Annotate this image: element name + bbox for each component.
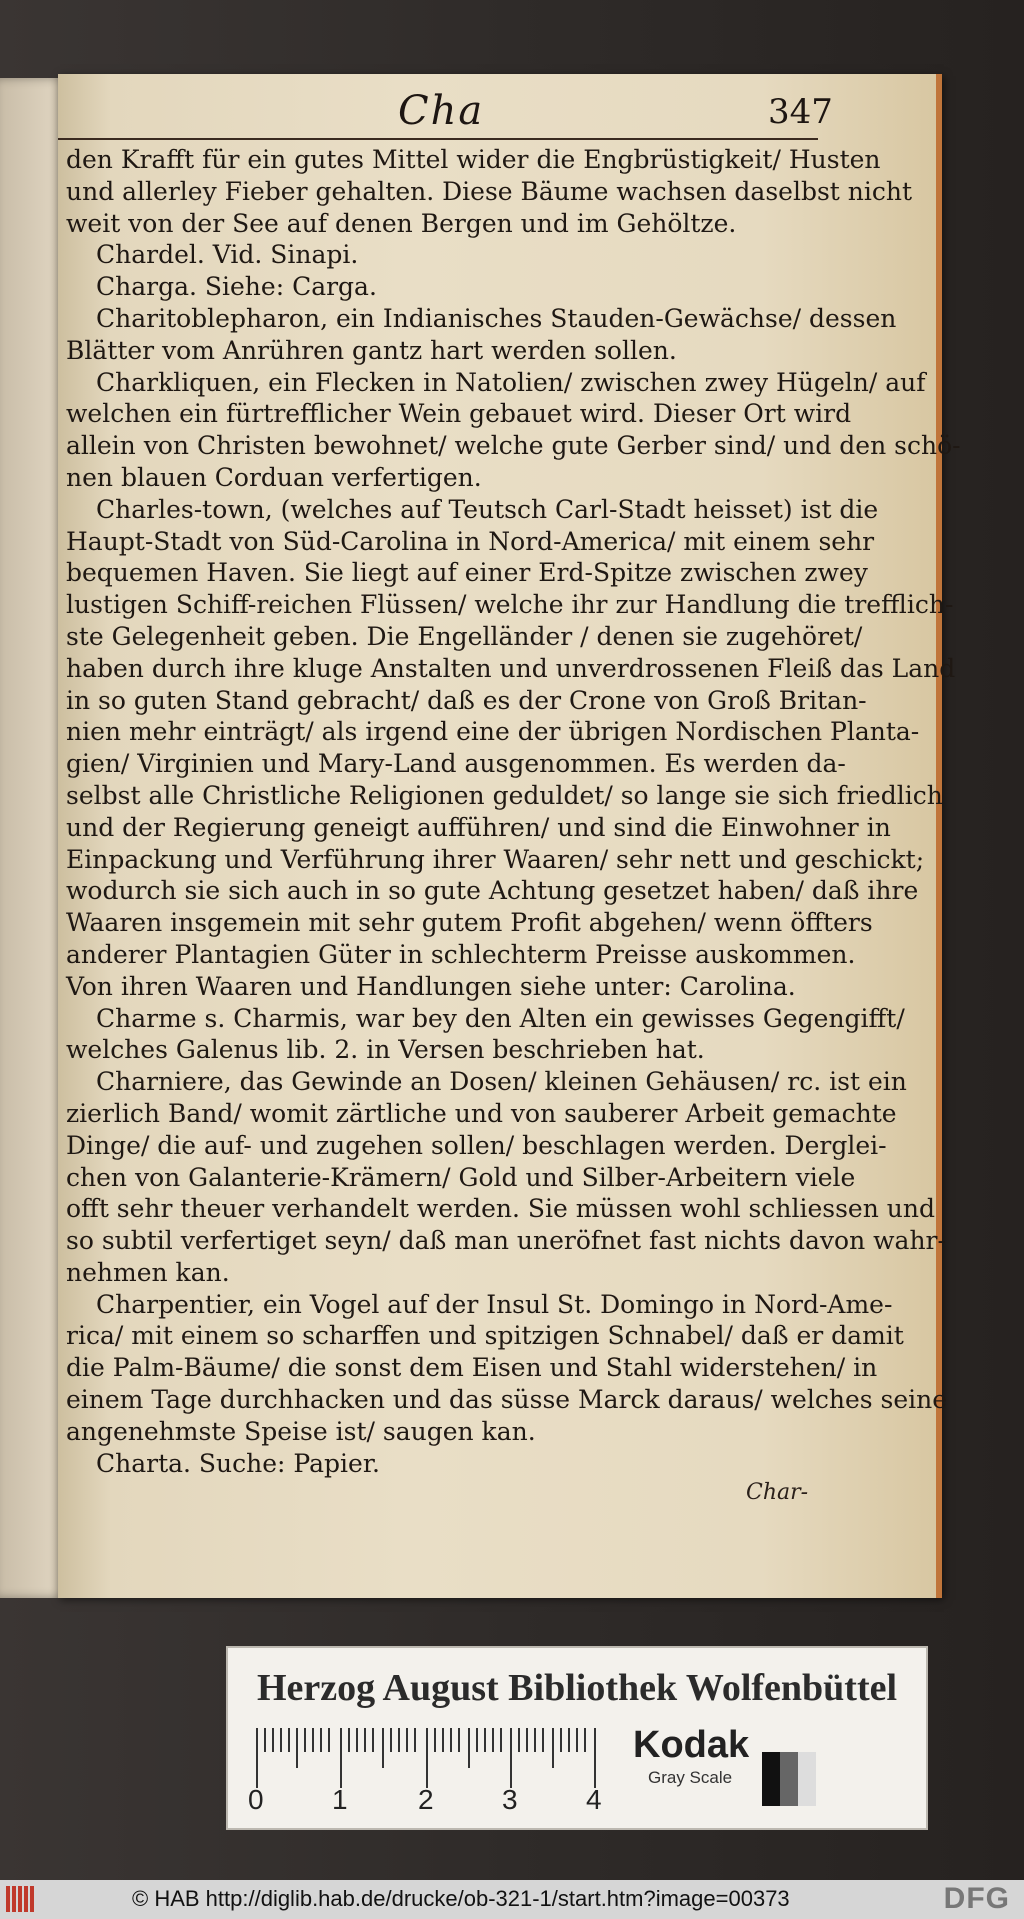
kodak-logo: Kodak bbox=[633, 1724, 750, 1766]
text-line: Waaren insgemein mit sehr gutem Profit abgehen/ wenn öffters bbox=[66, 908, 873, 938]
text-line: ste Gelegenheit geben. Die Engelländer / denen sie zugehöret/ bbox=[66, 621, 863, 651]
text-line: welchen ein fürtrefflicher Wein gebauet wird. Dieser Ort wird bbox=[66, 399, 852, 429]
text-line: nehmen kan. bbox=[66, 1257, 230, 1287]
text-line: Charniere, das Gewinde an Dosen/ kleinen Gehäusen/ rc. ist ein bbox=[96, 1067, 907, 1097]
text-line: Dinge/ die auf- und zugehen sollen/ beschlagen werden. Derglei- bbox=[66, 1130, 887, 1160]
text-line: den Krafft für ein gutes Mittel wider die Engbrüstigkeit/ Husten bbox=[66, 145, 881, 174]
text-line: Charme s. Charmis, war bey den Alten ein gewisses Gegengifft/ bbox=[96, 1003, 905, 1033]
text-line: Charles-town, (welches auf Teutsch Carl-Stadt heisset) ist die bbox=[96, 494, 879, 524]
dfg-logo: DFG bbox=[943, 1882, 1010, 1915]
body-text bbox=[66, 144, 961, 1479]
gray-patch-mid bbox=[780, 1752, 798, 1806]
footer-bar bbox=[0, 1880, 1024, 1919]
text-line: weit von der See auf denen Bergen und im Gehöltze. bbox=[66, 208, 737, 238]
measurement-scale bbox=[256, 1728, 606, 1788]
text-line: chen von Galanterie-Krämern/ Gold und Silber-Arbeitern viele bbox=[66, 1162, 856, 1192]
text-line: lustigen Schiff-reichen Flüssen/ welche ihr zur Handlung die trefflich- bbox=[66, 590, 954, 620]
running-head: Cha bbox=[398, 88, 485, 134]
text-line: allein von Christen bewohnet/ welche gute Gerber sind/ und den schö- bbox=[66, 431, 961, 461]
scale-label: 2 bbox=[418, 1784, 434, 1815]
text-line: nen blauen Corduan verfertigen. bbox=[66, 462, 482, 492]
gray-scale-label: Gray Scale bbox=[648, 1768, 733, 1787]
scale-label: 1 bbox=[332, 1784, 348, 1815]
text-line: Einpackung und Verführung ihrer Waaren/ sehr nett und geschickt; bbox=[66, 844, 925, 874]
catch-word: Char- bbox=[746, 1480, 809, 1505]
text-line: und der Regierung geneigt aufführen/ und sind die Einwohner in bbox=[66, 812, 891, 842]
text-line: Von ihren Waaren und Handlungen siehe unter: Carolina. bbox=[66, 971, 796, 1001]
text-line: so subtil verfertiget seyn/ daß man uneröfnet fast nichts davon wahr- bbox=[66, 1226, 946, 1256]
gray-patch-black bbox=[762, 1752, 780, 1806]
text-line: Haupt-Stadt von Süd-Carolina in Nord-America/ mit einem sehr bbox=[66, 526, 875, 556]
scale-labels bbox=[248, 1784, 616, 1818]
text-line: anderer Plantagien Güter in schlechterm Preisse auskommen. bbox=[66, 939, 856, 969]
text-line: nien mehr einträgt/ als irgend eine der übrigen Nordischen Planta- bbox=[66, 717, 920, 747]
text-line: die Palm-Bäume/ die sonst dem Eisen und Stahl widerstehen/ in bbox=[66, 1353, 878, 1383]
text-line: Charkliquen, ein Flecken in Natolien/ zwischen zwey Hügeln/ auf bbox=[96, 367, 926, 397]
page-number: 347 bbox=[768, 92, 833, 132]
text-line: Chardel. Vid. Sinapi. bbox=[96, 240, 359, 270]
text-line: Blätter vom Anrühren gantz hart werden sollen. bbox=[66, 335, 677, 365]
text-line: welches Galenus lib. 2. in Versen beschrieben hat. bbox=[66, 1035, 705, 1065]
text-line: einem Tage durchhacken und das süsse Marck daraus/ welches seine bbox=[66, 1385, 948, 1415]
text-line: rica/ mit einem so scharffen und spitzigen Schnabel/ daß er damit bbox=[66, 1321, 904, 1351]
text-line: Charta. Suche: Papier. bbox=[96, 1448, 380, 1478]
text-line: zierlich Band/ womit zärtliche und von sauberer Arbeit gemachte bbox=[66, 1098, 897, 1128]
text-line: Charitoblepharon, ein Indianisches Stauden-Gewächse/ dessen bbox=[96, 303, 897, 333]
page-header bbox=[58, 88, 833, 140]
text-line: in so guten Stand gebracht/ daß es der Crone von Groß Britan- bbox=[66, 685, 867, 715]
text-line: wodurch sie sich auch in so gute Achtung gesetzet haben/ daß ihre bbox=[66, 876, 919, 906]
gray-patch-light bbox=[798, 1752, 816, 1806]
scale-label: 4 bbox=[586, 1784, 602, 1815]
text-line: haben durch ihre kluge Anstalten und unverdrossenen Fleiß das Land bbox=[66, 653, 956, 683]
text-line: selbst alle Christliche Religionen geduldet/ so lange sie sich friedlich bbox=[66, 780, 943, 810]
book-page bbox=[58, 74, 961, 1598]
text-line: Charga. Siehe: Carga. bbox=[96, 272, 377, 302]
scale-label: 3 bbox=[502, 1784, 518, 1815]
library-name: Herzog August Bibliothek Wolfenbüttel bbox=[256, 1667, 898, 1709]
text-line: Charpentier, ein Vogel auf der Insul St. Domingo in Nord-Ame- bbox=[96, 1289, 893, 1319]
text-line: angenehmste Speise ist/ saugen kan. bbox=[66, 1416, 536, 1446]
text-line: gien/ Virginien und Mary-Land ausgenommen. Es werden da- bbox=[66, 749, 846, 779]
hab-logo-icon bbox=[6, 1886, 44, 1912]
scale-label: 0 bbox=[248, 1784, 264, 1815]
text-line: und allerley Fieber gehalten. Diese Bäume wachsen daselbst nicht bbox=[66, 176, 913, 206]
text-line: bequemen Haven. Sie liegt auf einer Erd-Spitze zwischen zwey bbox=[66, 558, 868, 588]
color-target-card bbox=[226, 1646, 928, 1830]
text-line: offt sehr theuer verhandelt werden. Sie müssen wohl schliessen und bbox=[66, 1194, 935, 1224]
footer-copyright: © HAB http://diglib.hab.de/drucke/ob-321-1/start.htm?image=00373 bbox=[132, 1886, 790, 1911]
